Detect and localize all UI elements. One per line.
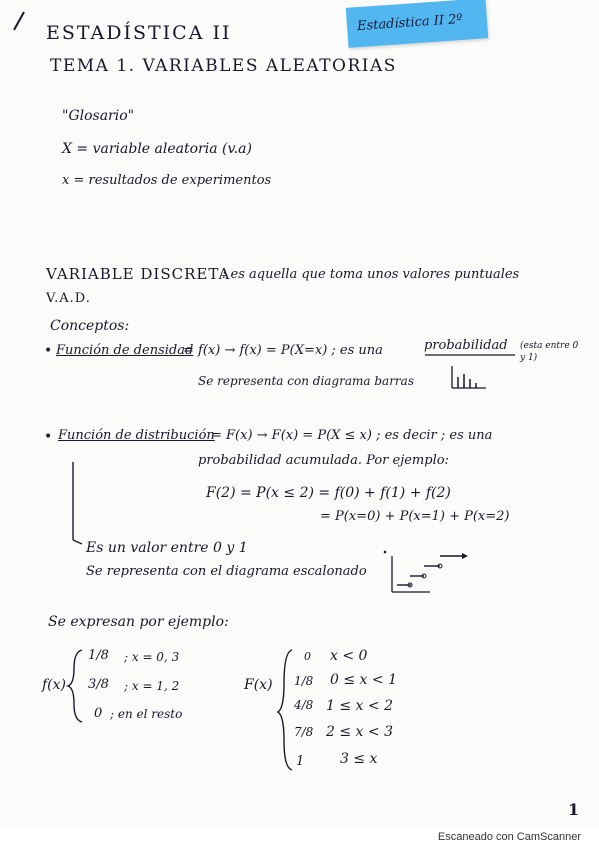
f-case-3-cond: ; en el resto <box>110 707 183 721</box>
page-number: 1 <box>568 800 580 819</box>
densidad-representa: Se representa con diagrama barras <box>198 374 414 388</box>
f-case-1-cond: ; x = 0, 3 <box>124 650 180 664</box>
bar-diagram <box>452 366 486 388</box>
densidad-label: Función de densidad <box>56 343 194 358</box>
distribucion-example-2: = P(x=0) + P(x=1) + P(x=2) <box>320 509 510 524</box>
f-label: f(x) <box>42 677 67 693</box>
distribucion-formula: = F(x) → F(x) = P(X ≤ x) ; es decir ; es una <box>211 428 493 443</box>
scanner-footer-text: Escaneado con CamScanner <box>437 831 581 843</box>
F-case-5-value: 1 <box>296 754 305 769</box>
F-case-4-value: 7/8 <box>294 725 314 739</box>
f-case-1-value: 1/8 <box>88 648 109 663</box>
F-label: F(x) <box>244 677 273 693</box>
sticky-note-text: Estadística II 2º <box>356 11 464 35</box>
densidad-prob-word: probabilidad <box>424 338 508 353</box>
glosario-line-1: X = variable aleatoria (v.a) <box>62 141 252 157</box>
distribucion-between: Es un valor entre 0 y 1 <box>86 540 248 556</box>
F-case-3-cond: 1 ≤ x < 2 <box>326 698 393 714</box>
glosario-heading: "Glosario" <box>62 108 135 124</box>
f-case-2-cond: ; x = 1, 2 <box>124 679 180 693</box>
F-case-4-cond: 2 ≤ x < 3 <box>326 724 393 740</box>
page-title: ESTADÍSTICA II <box>46 22 232 44</box>
discreta-definition: : es aquella que toma unos valores puntuales <box>222 267 520 282</box>
F-case-5-cond: 3 ≤ x <box>340 751 378 767</box>
F-case-1-cond: x < 0 <box>330 648 368 664</box>
bullet-densidad: • <box>44 343 53 359</box>
bullet-distribucion: • <box>44 429 53 445</box>
F-case-2-value: 1/8 <box>294 674 314 688</box>
glosario-line-2: x = resultados de experimentos <box>62 173 272 188</box>
distribucion-line-2: probabilidad acumulada. Por ejemplo: <box>198 453 449 468</box>
step-diagram <box>384 551 468 592</box>
f-case-2-value: 3/8 <box>88 677 109 692</box>
F-case-3-value: 4/8 <box>294 698 314 712</box>
F-case-2-cond: 0 ≤ x < 1 <box>330 672 397 688</box>
scanner-footer <box>0 828 599 848</box>
distribucion-example-1: F(2) = P(x ≤ 2) = f(0) + f(1) + f(2) <box>206 485 451 501</box>
discreta-title: VARIABLE DISCRETA <box>46 265 231 283</box>
conceptos-heading: Conceptos: <box>50 318 130 334</box>
densidad-formula: = f(x) → f(x) = P(X=x) ; es una <box>183 343 383 358</box>
page-subtitle: TEMA 1. VARIABLES ALEATORIAS <box>50 56 397 76</box>
ejemplo-intro: Se expresan por ejemplo: <box>48 614 229 630</box>
densidad-note: (esta entre 0 y 1) <box>520 341 579 363</box>
distribucion-label: Función de distribución <box>58 428 215 443</box>
F-case-1-value: 0 <box>304 650 311 663</box>
distribucion-representa: Se representa con el diagrama escalonado <box>86 564 367 579</box>
f-case-3-value: 0 <box>94 706 103 721</box>
discreta-abbrev: V.A.D. <box>46 291 91 306</box>
